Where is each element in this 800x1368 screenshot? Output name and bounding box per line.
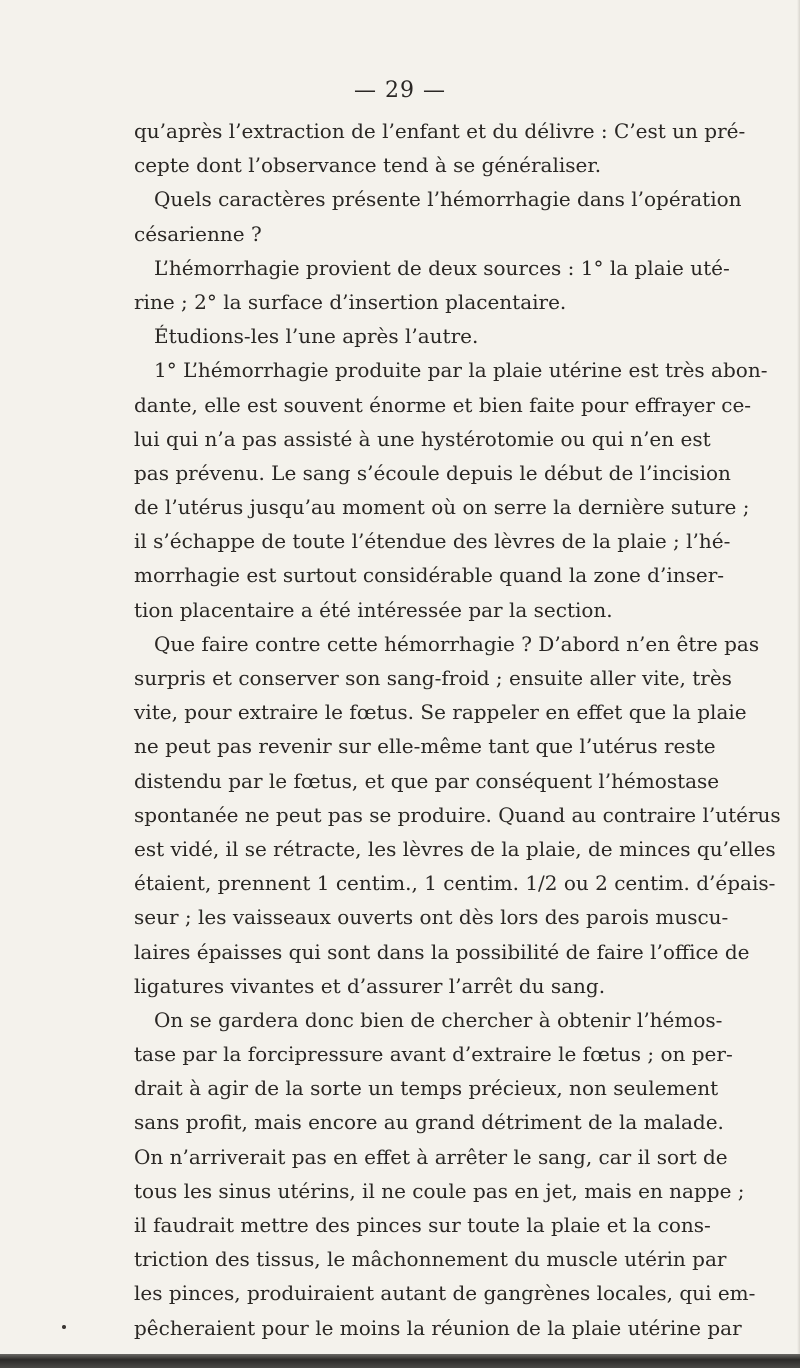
text-line: cepte dont l’observance tend à se généraliser. <box>134 153 602 178</box>
text-line: L’hémorrhagie provient de deux sources : 1° la plaie uté- <box>154 255 730 280</box>
text-line: Que faire contre cette hémorrhagie ? D’abord n’en être pas <box>154 631 760 656</box>
text-line: triction des tissus, le mâchonnement du muscle utérin par <box>134 1247 727 1272</box>
text-line: On se gardera donc bien de chercher à obtenir l’hémos- <box>154 1007 723 1032</box>
scan-bottom-edge <box>0 1354 800 1368</box>
text-line: tous les sinus utérins, il ne coule pas en jet, mais en nappe ; <box>134 1178 745 1203</box>
text-line: seur ; les vaisseaux ouverts ont dès lors des parois muscu- <box>134 905 729 930</box>
text-line: lui qui n’a pas assisté à une hystérotomie ou qui n’en est <box>134 426 711 451</box>
text-line: Quels caractères présente l’hémorrhagie dans l’opération <box>154 187 742 212</box>
text-line: rine ; 2° la surface d’insertion placentaire. <box>134 289 567 314</box>
text-line: dante, elle est souvent énorme et bien faite pour effrayer ce- <box>134 392 752 417</box>
text-line: surpris et conserver son sang-froid ; ensuite aller vite, très <box>134 666 732 690</box>
text-line: de l’utérus jusqu’au moment où on serre la dernière suture ; <box>134 495 750 520</box>
text-line: il s’échappe de toute l’étendue des lèvres de la plaie ; l’hé- <box>134 529 731 554</box>
page-number: — 29 — <box>354 78 446 103</box>
text-line: tion placentaire a été intéressée par la section. <box>134 597 613 622</box>
text-line: On n’arriverait pas en effet à arrêter le sang, car il sort de <box>134 1144 728 1169</box>
text-line: sans profit, mais encore au grand détriment de la malade. <box>134 1110 724 1135</box>
text-line: les pinces, produiraient autant de gangrènes locales, qui em- <box>134 1281 756 1306</box>
text-line: pas prévenu. Le sang s’écoule depuis le début de l’incision <box>134 460 731 485</box>
text-line: Étudions-les l’une après l’autre. <box>154 324 479 349</box>
text-line: césarienne ? <box>134 221 262 246</box>
text-line: ne peut pas revenir sur elle-même tant que l’utérus reste <box>134 734 716 759</box>
text-line: qu’après l’extraction de l’enfant et du délivre : C’est un pré- <box>134 119 746 143</box>
ink-speck <box>62 1325 66 1329</box>
text-line: drait à agir de la sorte un temps précieux, non seulement <box>134 1076 719 1101</box>
text-line: laires épaisses qui sont dans la possibilité de faire l’office de <box>134 939 750 964</box>
text-line: tase par la forcipressure avant d’extraire le fœtus ; on per- <box>134 1042 733 1067</box>
text-line: spontanée ne peut pas se produire. Quand au contraire l’utérus <box>134 802 781 827</box>
text-line: distendu par le fœtus, et que par conséquent l’hémostase <box>134 768 720 793</box>
text-line: ligatures vivantes et d’assurer l’arrêt du sang. <box>134 973 606 998</box>
text-line: étaient, prennent 1 centim., 1 centim. 1/2 ou 2 centim. d’épais- <box>134 871 776 896</box>
text-line: vite, pour extraire le fœtus. Se rappeler en effet que la plaie <box>134 700 747 725</box>
text-line: morrhagie est surtout considérable quand la zone d’inser- <box>134 563 725 588</box>
text-line: pêcheraient pour le moins la réunion de la plaie utérine par <box>134 1315 742 1340</box>
text-line: est vidé, il se rétracte, les lèvres de la plaie, de minces qu’elles <box>134 836 776 861</box>
text-line: il faudrait mettre des pinces sur toute la plaie et la cons- <box>134 1213 711 1237</box>
body-text <box>134 114 781 1345</box>
text-line: 1° L’hémorrhagie produite par la plaie utérine est très abon- <box>154 358 768 383</box>
